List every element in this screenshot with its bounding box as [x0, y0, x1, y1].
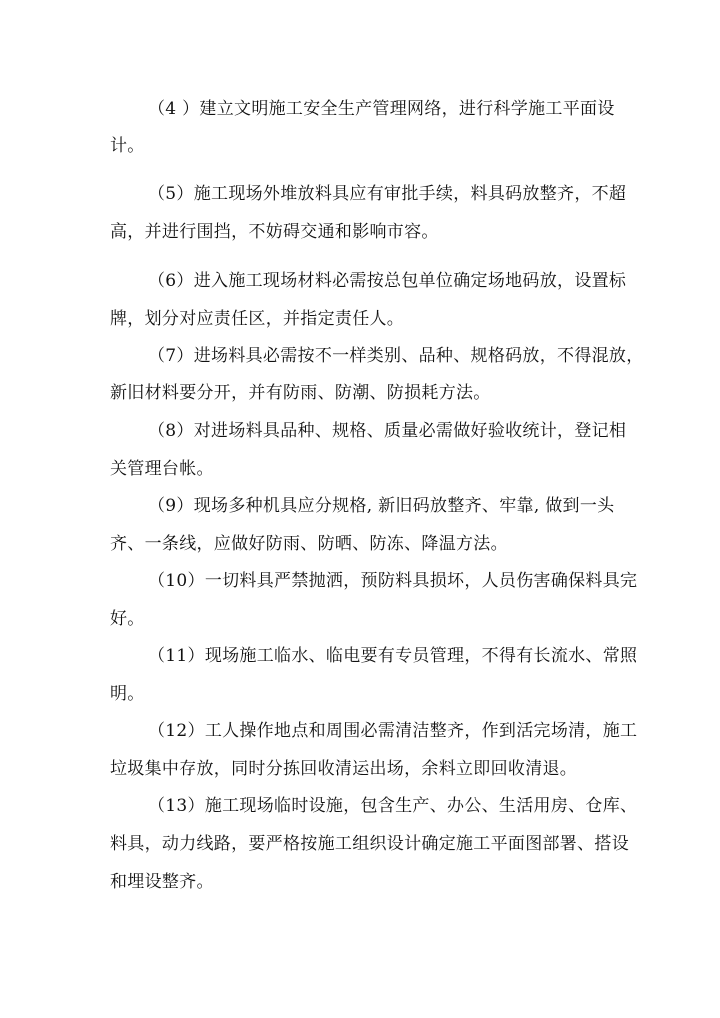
- paragraph-11-line-1: （11）现场施工临水、临电要有专员管理，不得有长流水、常照: [148, 646, 638, 666]
- paragraph-5-line-1: （5）施工现场外堆放料具应有审批手续，料具码放整齐，不超: [148, 184, 627, 204]
- paragraph-8-line-1: （8）对进场料具品种、规格、质量必需做好验收统计，登记相: [148, 421, 627, 441]
- paragraph-13-line-2: 料具，动力线路，要严格按施工组织设计确定施工平面图部署、搭设: [110, 834, 629, 854]
- paragraph-5-line-2: 高，并进行围挡，不妨碍交通和影响市容。: [110, 222, 439, 242]
- paragraph-9-line-2: 齐、一条线，应做好防雨、防晒、防冻、降温方法。: [110, 534, 508, 554]
- paragraph-6-line-1: （6）进入施工现场材料必需按总包单位确定场地码放，设置标: [148, 271, 627, 291]
- paragraph-10-line-1: （10）一切料具严禁抛洒，预防料具损坏，人员伤害确保料具完: [148, 571, 638, 591]
- paragraph-11-line-2: 明。: [110, 684, 145, 704]
- paragraph-8-line-2: 关管理台帐。: [110, 459, 214, 479]
- paragraph-9-line-1: （9）现场多种机具应分规格, 新旧码放整齐、牢靠, 做到一头: [148, 496, 615, 516]
- paragraph-7-line-2: 新旧材料要分开，并有防雨、防潮、防损耗方法。: [110, 383, 491, 403]
- paragraph-7-line-1: （7）进场料具必需按不一样类别、品种、规格码放，不得混放，: [148, 346, 644, 366]
- paragraph-6-line-2: 牌，划分对应责任区，并指定责任人。: [110, 309, 405, 329]
- paragraph-10-line-2: 好。: [110, 609, 145, 629]
- paragraph-4-line-2: 计。: [110, 136, 145, 156]
- paragraph-13-line-3: 和埋设整齐。: [110, 872, 214, 892]
- paragraph-4-line-1: （4 ）建立文明施工安全生产管理网络，进行科学施工平面设: [148, 99, 615, 119]
- paragraph-12-line-1: （12）工人操作地点和周围必需清洁整齐，作到活完场清，施工: [148, 721, 638, 741]
- paragraph-12-line-2: 垃圾集中存放，同时分拣回收清运出场，余料立即回收清退。: [110, 759, 578, 779]
- paragraph-13-line-1: （13）施工现场临时设施，包含生产、办公、生活用房、仓库、: [148, 796, 638, 816]
